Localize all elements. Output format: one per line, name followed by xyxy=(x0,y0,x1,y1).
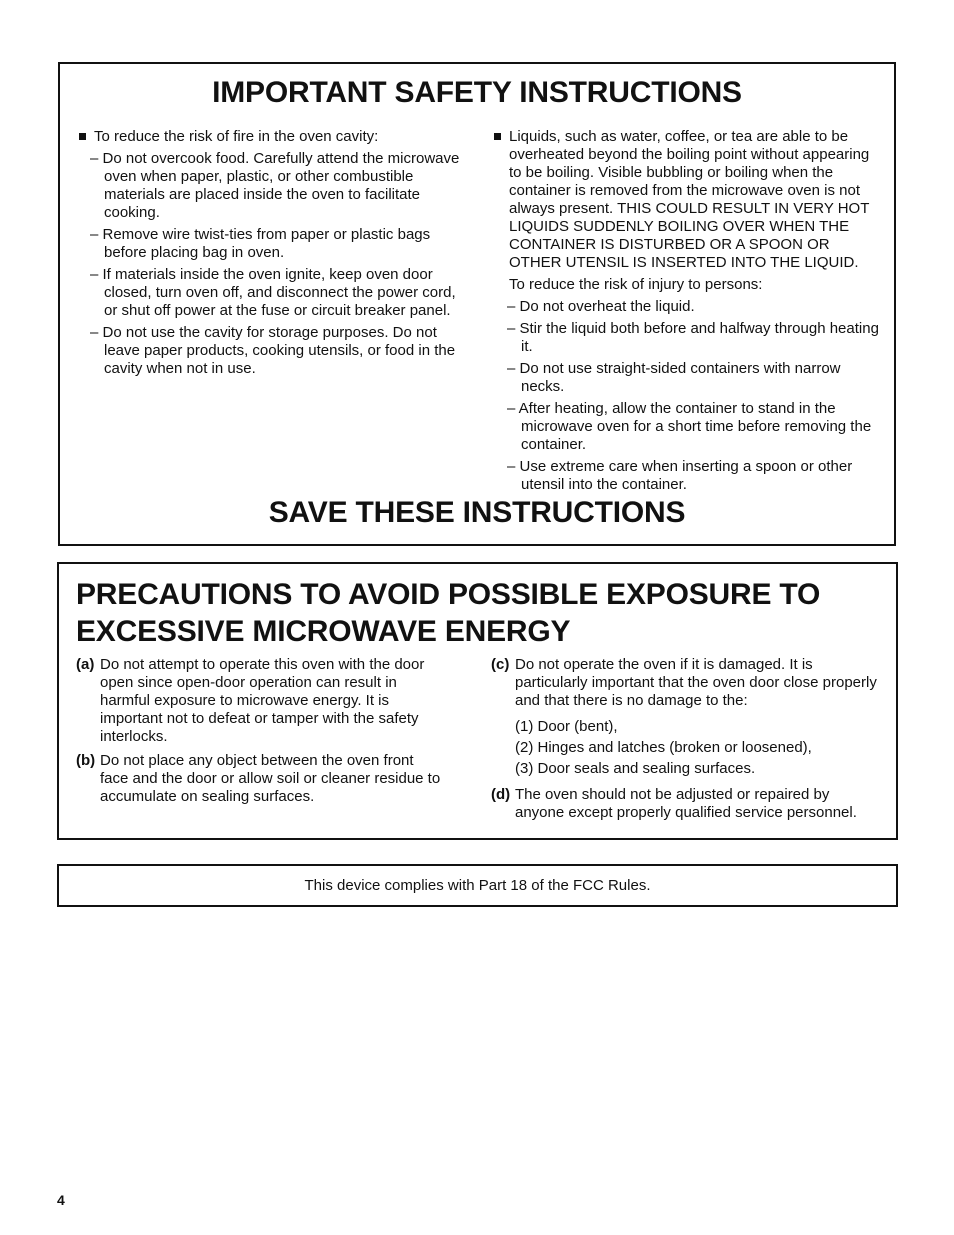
precaution-text: Do not attempt to operate this oven with the door open since open-door operation can result in harmful exposure to microwave energy. It is important not to defeat or tamper with the safety interlocks. xyxy=(100,656,425,745)
injury-intro: To reduce the risk of injury to persons: xyxy=(509,276,763,293)
square-bullet-icon xyxy=(494,133,501,140)
injury-item: – Do not use straight-sided containers with narrow necks. xyxy=(507,360,841,395)
damage-item: (3) Door seals and sealing surfaces. xyxy=(515,760,756,777)
fire-risk-intro: To reduce the risk of fire in the oven cavity: xyxy=(94,128,379,145)
safety-title: IMPORTANT SAFETY INSTRUCTIONS xyxy=(212,76,742,109)
fcc-notice: This device complies with Part 18 of the FCC Rules. xyxy=(304,877,651,894)
fire-item: – If materials inside the oven ignite, keep oven door closed, turn oven off, and disconnect the power cord, or shut off power at the fuse or circuit breaker panel. xyxy=(90,266,456,319)
safety-right-column xyxy=(493,128,885,494)
precaution-label: (d) xyxy=(491,786,511,803)
fire-item: – Do not overcook food. Carefully attend the microwave oven when paper, plastic, or other combustible materials are placed inside the oven to facilitate cooking. xyxy=(90,150,460,221)
precaution-text: Do not place any object between the oven front face and the door or allow soil or cleaner residue to accumulate on sealing surfaces. xyxy=(100,752,441,805)
injury-item: – Stir the liquid both before and halfway through heating it. xyxy=(507,320,879,355)
precaution-label: (a) xyxy=(76,656,95,673)
damage-item: (1) Door (bent), xyxy=(515,718,618,735)
liquids-warning: Liquids, such as water, coffee, or tea are able to be overheated beyond the boiling point without appearing to be boiling. Visible bubbling or boiling when the container is removed from the microwave oven is not always present. THIS COULD RESULT IN VERY HOT LIQUIDS SUDDENLY BOILING OVER WHEN THE CONTAINER IS DISTURBED OR A SPOON OR OTHER UTENSIL IS INSERTED INTO THE LIQUID. xyxy=(509,128,870,271)
injury-item: – Do not overheat the liquid. xyxy=(507,298,695,315)
precaution-label: (b) xyxy=(76,752,96,769)
fcc-box xyxy=(57,864,898,907)
precaution-text: Do not operate the oven if it is damaged. It is particularly important that the oven door close properly and that there is no damage to the: xyxy=(515,656,877,709)
damage-item: (2) Hinges and latches (broken or loosened), xyxy=(515,739,812,756)
precautions-title: PRECAUTIONS TO AVOID POSSIBLE EXPOSURE TO EXCESSIVE MICROWAVE ENERGY xyxy=(76,578,821,648)
precautions-box xyxy=(57,562,898,840)
page-number: 4 xyxy=(57,1192,65,1208)
liquids-bullet xyxy=(493,128,885,272)
precaution-text: The oven should not be adjusted or repaired by anyone except properly qualified service personnel. xyxy=(515,786,857,821)
precaution-a xyxy=(76,656,446,746)
precautions-right-column xyxy=(491,656,881,828)
save-instructions-title: SAVE THESE INSTRUCTIONS xyxy=(268,496,686,529)
precaution-d xyxy=(491,786,881,822)
precautions-left-column xyxy=(76,656,446,812)
fire-item: – Remove wire twist-ties from paper or plastic bags before placing bag in oven. xyxy=(90,226,431,261)
injury-item: – After heating, allow the container to stand in the microwave oven for a short time before removing the container. xyxy=(507,400,872,453)
fire-risk-bullet xyxy=(78,128,460,146)
injury-item: – Use extreme care when inserting a spoon or other utensil into the container. xyxy=(507,458,853,493)
safety-left-column xyxy=(78,128,460,378)
important-safety-box xyxy=(58,62,896,546)
precaution-b xyxy=(76,752,446,806)
precaution-c xyxy=(491,656,881,778)
fire-item: – Do not use the cavity for storage purposes. Do not leave paper products, cooking utensils, or food in the cavity when not in use. xyxy=(90,324,456,377)
square-bullet-icon xyxy=(79,133,86,140)
precaution-label: (c) xyxy=(491,656,510,673)
